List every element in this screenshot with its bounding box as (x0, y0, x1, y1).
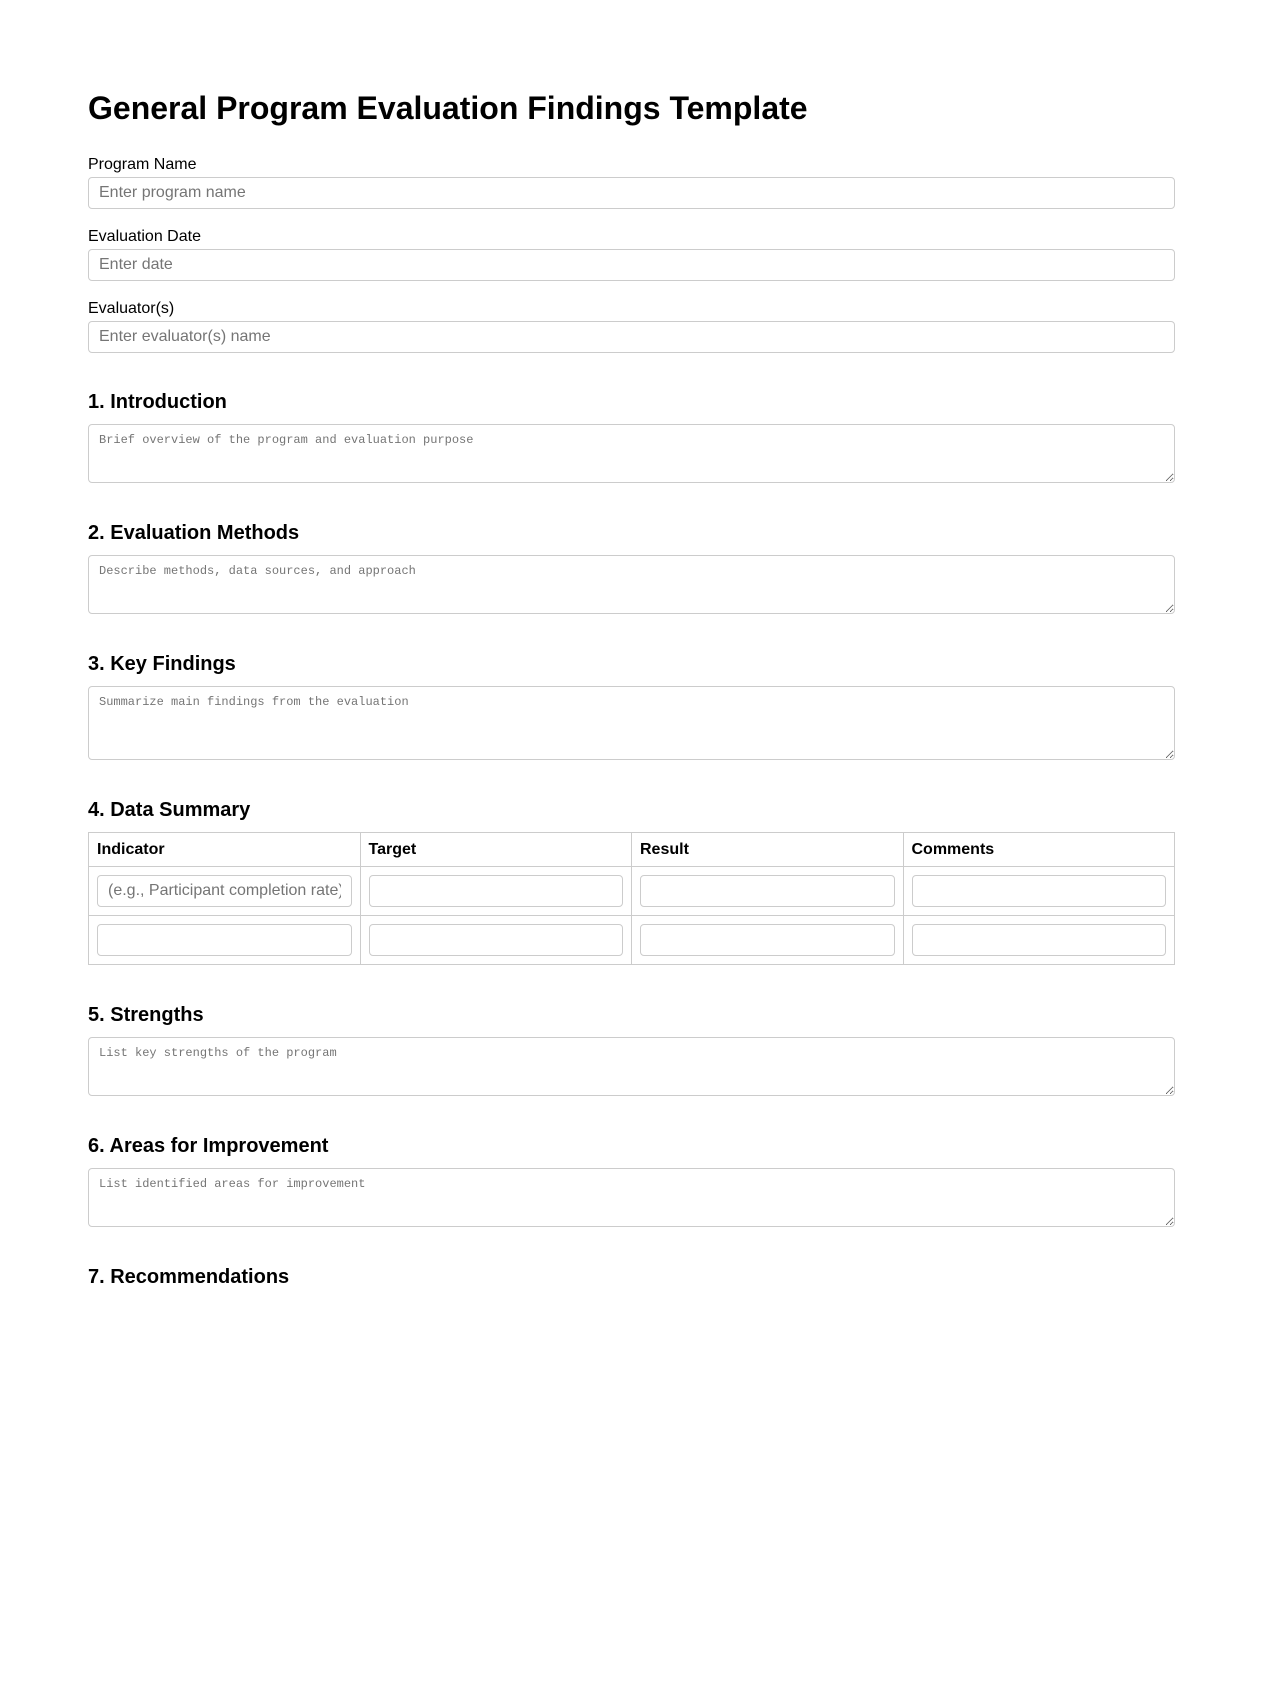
indicator-input[interactable] (97, 924, 352, 956)
section-heading-introduction: 1. Introduction (88, 391, 227, 413)
evaluation-methods-textarea[interactable] (88, 555, 1175, 614)
section-heading-key-findings: 3. Key Findings (88, 653, 236, 675)
target-input[interactable] (369, 875, 624, 907)
section-heading-strengths: 5. Strengths (88, 1004, 204, 1026)
indicator-cell (89, 867, 361, 916)
comments-cell (903, 916, 1175, 965)
evaluators-input[interactable] (88, 321, 1175, 353)
target-cell (360, 867, 632, 916)
section-heading-evaluation-methods: 2. Evaluation Methods (88, 522, 300, 544)
program-name-field (88, 156, 1175, 209)
result-cell (632, 867, 904, 916)
key-findings-textarea[interactable] (88, 686, 1175, 760)
comments-input[interactable] (912, 875, 1167, 907)
result-cell (632, 916, 904, 965)
target-input[interactable] (369, 924, 624, 956)
comments-input[interactable] (912, 924, 1167, 956)
section-heading-data-summary: 4. Data Summary (88, 799, 251, 821)
section-heading-recommendations: 7. Recommendations (88, 1266, 290, 1288)
column-header-result: Result (632, 833, 904, 867)
program-name-label: Program Name (88, 156, 197, 173)
data-summary-table (88, 832, 1175, 965)
result-input[interactable] (640, 924, 895, 956)
page-title: General Program Evaluation Findings Template (88, 90, 808, 126)
evaluation-date-input[interactable] (88, 249, 1175, 281)
column-header-target: Target (360, 833, 632, 867)
evaluation-date-label: Evaluation Date (88, 228, 201, 245)
column-header-comments: Comments (903, 833, 1175, 867)
target-cell (360, 916, 632, 965)
evaluators-field (88, 300, 1175, 353)
evaluators-label: Evaluator(s) (88, 300, 175, 317)
indicator-input[interactable] (97, 875, 352, 907)
areas-for-improvement-textarea[interactable] (88, 1168, 1175, 1227)
table-row (89, 867, 1175, 916)
table-header-row (89, 833, 1175, 867)
introduction-textarea[interactable] (88, 424, 1175, 483)
evaluation-date-field (88, 228, 1175, 281)
result-input[interactable] (640, 875, 895, 907)
section-heading-areas-for-improvement: 6. Areas for Improvement (88, 1135, 329, 1157)
comments-cell (903, 867, 1175, 916)
table-row (89, 916, 1175, 965)
column-header-indicator: Indicator (89, 833, 361, 867)
indicator-cell (89, 916, 361, 965)
strengths-textarea[interactable] (88, 1037, 1175, 1096)
program-name-input[interactable] (88, 177, 1175, 209)
